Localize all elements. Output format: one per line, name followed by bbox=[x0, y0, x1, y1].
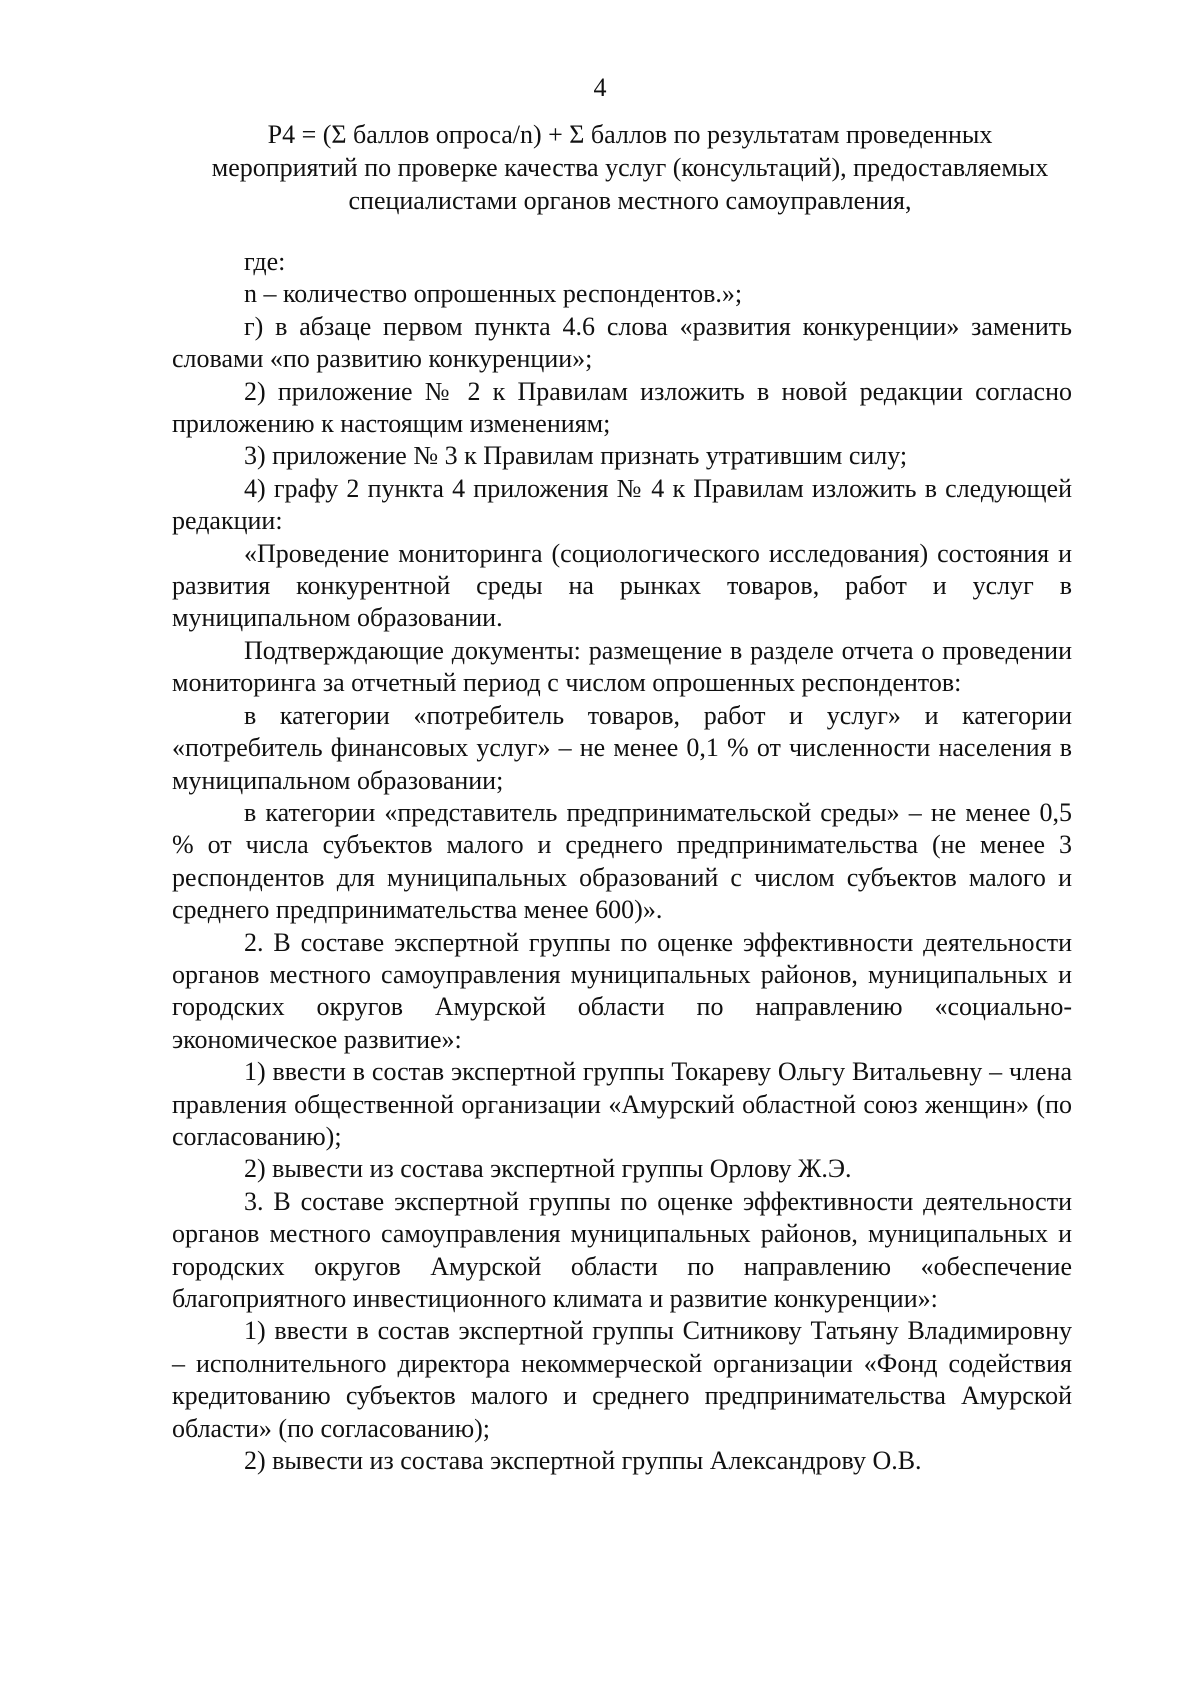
paragraph: 2) вывести из состава экспертной группы Александрову О.В. bbox=[244, 1446, 922, 1476]
paragraph: в категории «потребитель товаров, работ и услуг» и категории «потребитель финансовых услуг» – не менее 0,1 % от численности населения в муниципальном образовании; bbox=[172, 700, 1072, 795]
paragraph: 2) приложение № 2 к Правилам изложить в новой редакции согласно приложению к настоящим изменениям; bbox=[172, 376, 1072, 439]
paragraph: 3) приложение № 3 к Правилам признать утратившим силу; bbox=[244, 441, 908, 471]
paragraph: 1) ввести в состав экспертной группы Ситникову Татьяну Владимировну – исполнительного директора некоммерческой организации «Фонд содействия кредитованию субъектов малого и среднего предпринимательства Амурской области» (по согласованию); bbox=[172, 1316, 1072, 1443]
document-body bbox=[172, 246, 1072, 1477]
paragraph: г) в абзаце первом пункта 4.6 слова «развития конкуренции» заменить словами «по развитию конкуренции»; bbox=[172, 311, 1072, 374]
paragraph: 2. В составе экспертной группы по оценке эффективности деятельности органов местного самоуправления муниципальных районов, муниципальных и городских округов Амурской области по направлению «социально-экономическое развитие»: bbox=[172, 927, 1072, 1054]
paragraph: n – количество опрошенных респондентов.»; bbox=[244, 279, 743, 309]
paragraph: «Проведение мониторинга (социологического исследования) состояния и развития конкурентной среды на рынках товаров, работ и услуг в муниципальном образовании. bbox=[172, 538, 1072, 633]
paragraph: в категории «представитель предпринимательской среды» – не менее 0,5 % от числа субъектов малого и среднего предпринимательства (не менее 3 респондентов для муниципальных образований с числом субъектов малого и среднего предпринимательства менее 600)». bbox=[172, 797, 1072, 925]
paragraph: 2) вывести из состава экспертной группы Орлову Ж.Э. bbox=[244, 1154, 852, 1184]
paragraph: 3. В составе экспертной группы по оценке эффективности деятельности органов местного самоуправления муниципальных районов, муниципальных и городских округов Амурской области по направлению «обеспечение благоприятного инвестиционного климата и развитие конкуренции»: bbox=[172, 1186, 1072, 1313]
paragraph: 1) ввести в состав экспертной группы Токареву Ольгу Витальевну – члена правления общественной организации «Амурский областной союз женщин» (по согласованию); bbox=[172, 1057, 1072, 1151]
paragraph: Подтверждающие документы: размещение в разделе отчета о проведении мониторинга за отчетный период с числом опрошенных респондентов: bbox=[172, 635, 1072, 698]
page-number: 4 bbox=[593, 73, 607, 102]
paragraph: где: bbox=[244, 247, 286, 276]
paragraph: 4) графу 2 пункта 4 приложения № 4 к Правилам изложить в следующей редакции: bbox=[172, 473, 1072, 536]
formula-block: Р4 = (Σ баллов опроса/n) + Σ баллов по результатам проведенных мероприятий по проверке качества услуг (консультаций), предоставляемых специалистами органов местного самоуправления, bbox=[211, 120, 1049, 215]
